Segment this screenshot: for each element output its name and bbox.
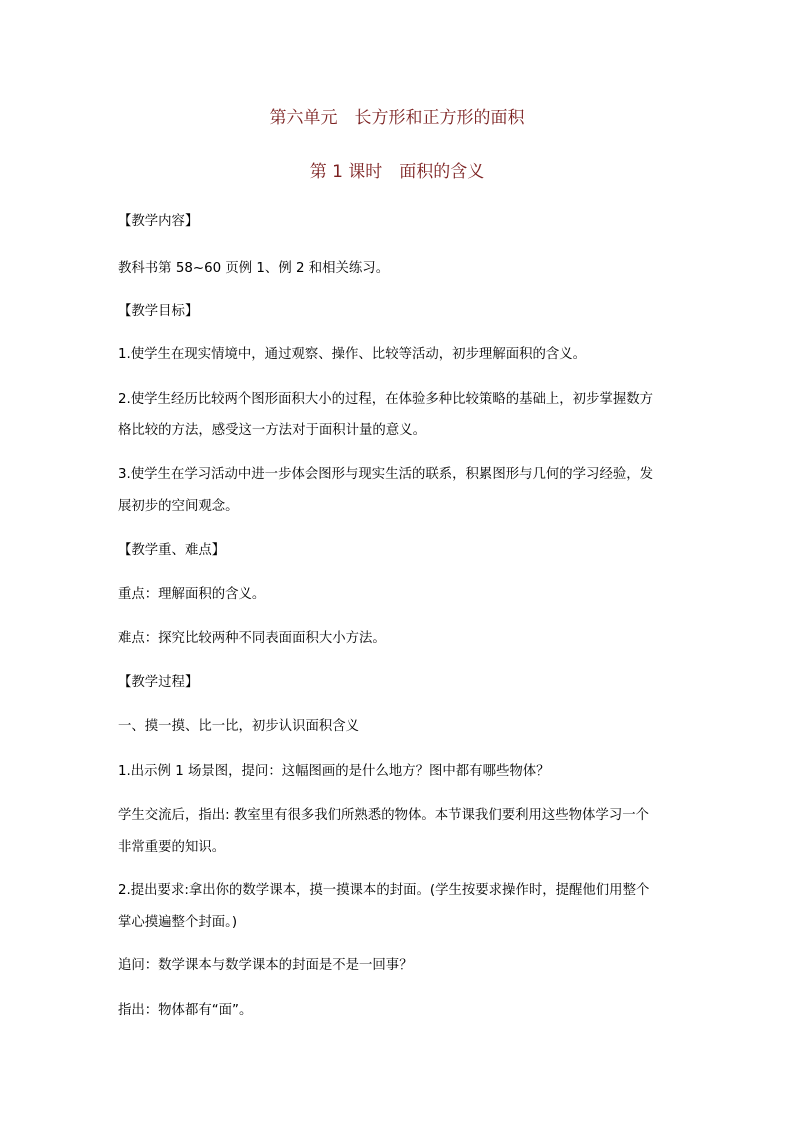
paragraph-exchange-line-2: 非常重要的知识。 — [118, 840, 226, 855]
unit-title: 第六单元 长方形和正方形的面积 — [269, 108, 525, 128]
lesson-title: 第 1 课时 面积的含义 — [309, 162, 485, 182]
paragraph-step-2-line-1: 2.提出要求:拿出你的数学课本，摸一摸课本的封面。(学生按要求操作时，提醒他们用整个 — [118, 883, 650, 898]
paragraph-goal-1: 1.使学生在现实情境中，通过观察、操作、比较等活动，初步理解面积的含义。 — [118, 347, 587, 362]
paragraph-follow-up-question: 追问：数学课本与数学课本的封面是不是一回事？ — [118, 958, 413, 973]
heading-teaching-content: 【教学内容】 — [118, 214, 199, 229]
paragraph-textbook-pages: 教科书第 58~60 页例 1、例 2 和相关练习。 — [118, 261, 390, 276]
paragraph-difficult-point: 难点：探究比较两种不同表面面积大小方法。 — [118, 631, 386, 646]
paragraph-goal-3-line-1: 3.使学生在学习活动中进一步体会图形与现实生活的联系，积累图形与几何的学习经验，发 — [118, 467, 654, 482]
heading-teaching-process: 【教学过程】 — [118, 675, 199, 690]
paragraph-point-out: 指出：物体都有“面”。 — [118, 1003, 253, 1018]
paragraph-key-point: 重点：理解面积的含义。 — [118, 587, 266, 602]
paragraph-goal-3-line-2: 展初步的空间观念。 — [118, 499, 239, 514]
heading-key-points: 【教学重、难点】 — [118, 543, 226, 558]
paragraph-step-2-line-2: 掌心摸遍整个封面。) — [118, 915, 238, 930]
paragraph-goal-2-line-2: 格比较的方法，感受这一方法对于面积计量的意义。 — [118, 423, 426, 438]
paragraph-exchange-line-1: 学生交流后，指出: 教室里有很多我们所熟悉的物体。本节课我们要利用这些物体学习一个 — [118, 808, 649, 823]
paragraph-goal-2-line-1: 2.使学生经历比较两个图形面积大小的过程，在体验多种比较策略的基础上，初步掌握数方 — [118, 392, 654, 407]
heading-teaching-goals: 【教学目标】 — [118, 304, 199, 319]
section-heading-1: 一、摸一摸、比一比，初步认识面积含义 — [118, 719, 360, 734]
paragraph-step-1: 1.出示例 1 场景图，提问：这幅图画的是什么地方？图中都有哪些物体？ — [118, 764, 550, 779]
